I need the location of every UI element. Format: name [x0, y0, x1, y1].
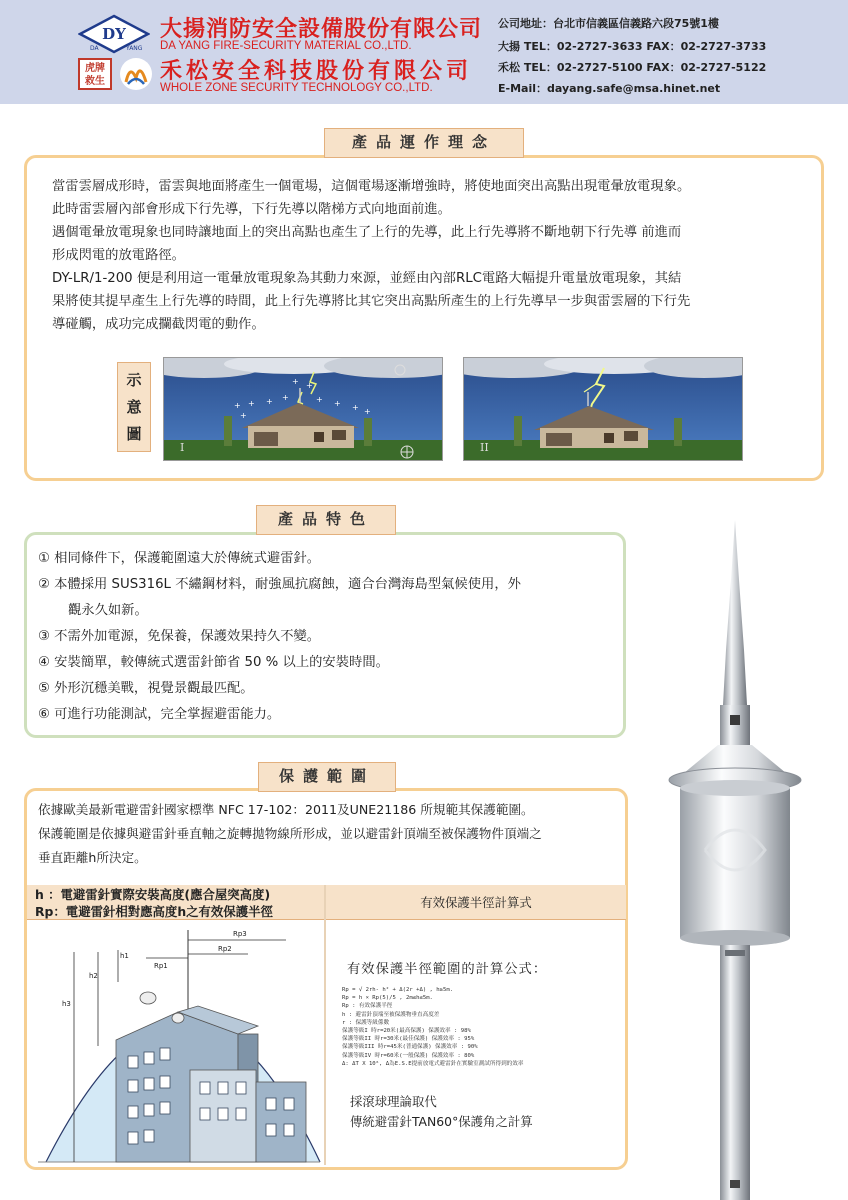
company2-name-cn: 禾松安全科技股份有限公司	[160, 59, 473, 84]
protection-title: 保護範圍	[258, 762, 396, 792]
whole-zone-logo-icon	[118, 56, 154, 92]
definitions-header	[27, 885, 324, 920]
calc-foot-2: 傳統避雷針TAN60°保護角之計算	[350, 1114, 533, 1129]
svg-text:+: +	[240, 411, 247, 420]
formula-header: 有效保護半徑計算式	[326, 885, 626, 920]
concept-line: 此時雷雲層內部會形成下行先導，下行先導以階梯方式向地面前進。	[52, 202, 451, 217]
calc-line: 保護等級IV 時r=60米(一般保護) 保護效率 : 80%	[342, 1052, 475, 1059]
calc-line: Δ: ΔT X 10⁶, Δ為E.S.E提前放電式避雷針在實驗室測試所得到的效率	[342, 1060, 524, 1067]
label-rp3: Rp3	[233, 930, 247, 938]
concept-line: 當雷雲層成形時，雷雲與地面將產生一個電場，這個電場逐漸增強時，將使地面突出高點出現電暈放電現象。	[52, 179, 691, 194]
concept-line: 遇個電暈放電現象也同時讓地面上的突出高點也產生了上行的先導，此上行先導將不斷地朝下行先導 前進而	[52, 225, 682, 240]
house-lightning-illustration-2	[464, 358, 743, 461]
header-banner	[0, 0, 848, 104]
protection-line: 保護範圍是依據與避雷針垂直軸之旋轉拋物線所形成，並以避雷針頂端至被保護物件頂端之	[38, 826, 542, 841]
concept-line: 形成閃電的放電路徑。	[52, 248, 185, 263]
features-list	[38, 546, 628, 728]
house-lightning-illustration-1	[164, 358, 443, 461]
def-h: h ：電避雷針實際安裝高度(應合屋突高度)	[35, 887, 271, 902]
calc-formula-block	[342, 986, 523, 1068]
calc-foot-1: 採滾球理論取代	[350, 1094, 437, 1109]
calc-line: h : 避雷針頂端至被保護物垂直高度差	[342, 1011, 440, 1018]
calc-line: r : 保護等級係數	[342, 1019, 390, 1026]
concept-line: 導碰觸，成功完成攔截閃電的動作。	[52, 317, 265, 332]
logo-dy-right: YANG	[126, 45, 143, 52]
feature-item: ⑥ 可進行功能測試，完全掌握避雷能力。	[38, 707, 281, 722]
protection-line: 依據歐美最新電避雷針國家標準 NFC 17-102：2011及UNE21186 所規範其保護範圍。	[38, 802, 534, 817]
diagram-number-2: II	[480, 441, 489, 454]
label-h2: h2	[89, 972, 98, 980]
svg-text:+: +	[292, 377, 299, 386]
label-rp2: Rp2	[218, 945, 232, 953]
svg-text:+: +	[364, 407, 371, 416]
lightning-rod-product-image	[660, 520, 810, 1200]
diagram-label-char: 圖	[126, 425, 142, 443]
feature-item: ③ 不需外加電源，免保養，保護效果持久不變。	[38, 629, 321, 644]
label-h3: h3	[62, 1000, 71, 1008]
svg-text:+: +	[266, 397, 273, 406]
diagram-image-2	[463, 357, 743, 461]
concept-line: DY-LR/1-200 便是利用這一電暈放電現象為其動力來源，並經由內部RLC電路大幅提升電量放電現象，其結	[52, 271, 682, 286]
svg-text:+: +	[282, 393, 289, 402]
contact-wholezone-phone: 禾松 TEL：02-2727-5100 FAX：02-2727-5122	[498, 61, 767, 74]
feature-item: 觀永久如新。	[68, 603, 148, 618]
calc-line: 保護等級II 時r=30米(最佳保護) 保護效率 : 95%	[342, 1036, 475, 1043]
diagram-number-1: I	[180, 441, 185, 454]
logo-dy-text: DY	[102, 25, 126, 43]
feature-item: ⑤ 外形沉穩美戰，視覺景觀最匹配。	[38, 681, 254, 696]
calc-line: 保護等級III 時r=45米(普通保護) 保護效率 : 90%	[342, 1044, 478, 1051]
feature-item: ④ 安裝簡單，較傳統式選雷針節省 50 % 以上的安裝時間。	[38, 655, 389, 670]
svg-text:+: +	[352, 403, 359, 412]
column-divider	[324, 885, 326, 1165]
diagram-label-char: 意	[126, 398, 142, 416]
logo-dy-left: DA	[90, 45, 99, 52]
concept-line: 果將使其提早產生上行先導的時間，此上行先導將比其它突出高點所產生的上行先導早一步與雷雲層的下行先	[52, 294, 691, 309]
label-h1: h1	[120, 952, 129, 960]
feature-item: ② 本體採用 SUS316L 不繡鋼材料，耐強風抗腐蝕，適合台灣海島型氣候使用，外	[38, 577, 521, 592]
label-rp1: Rp1	[154, 962, 168, 970]
tiger-lifesaving-seal	[78, 58, 112, 90]
concept-paragraph	[52, 175, 812, 336]
svg-text:+: +	[248, 399, 255, 408]
dy-logo-icon	[78, 14, 150, 54]
company1-name-en: DA YANG FIRE-SECURITY MATERIAL CO.,LTD.	[160, 40, 412, 52]
svg-text:+: +	[334, 399, 341, 408]
company2-name-en: WHOLE ZONE SECURITY TECHNOLOGY CO.,LTD.	[160, 82, 433, 94]
protection-paragraph	[38, 798, 628, 870]
features-title: 產品特色	[256, 505, 396, 535]
concept-title: 產品運作理念	[324, 128, 524, 158]
svg-text:+: +	[234, 401, 241, 410]
diagram-label-char: 示	[126, 371, 142, 389]
calc-line: 保護等級I 時r=20米(最高保護) 保護效率 : 98%	[342, 1028, 471, 1035]
calc-line: Rp : 有效保護半徑	[342, 1003, 393, 1010]
contact-address: 公司地址：台北市信義區信義路六段75號1樓	[498, 17, 719, 30]
diagram-image-1	[163, 357, 443, 461]
calc-title: 有效保護半徑範圍的計算公式：	[347, 962, 548, 977]
diagram-label	[117, 362, 151, 452]
seal-line2: 救生	[85, 76, 105, 87]
calc-line: Rp = h × Rp(5)/5 , 2m≤h≤5m.	[342, 995, 433, 1002]
company1-name-cn: 大揚消防安全設備股份有限公司	[160, 17, 483, 42]
calc-line: Rp = √ 2rh- h² + Δ(2r +Δ) , h≥5m.	[342, 987, 454, 993]
contact-dayang-phone: 大揚 TEL：02-2727-3633 FAX：02-2727-3733	[498, 40, 767, 53]
svg-text:+: +	[306, 381, 313, 390]
protection-range-diagram	[28, 922, 322, 1167]
def-rp: Rp：電避雷針相對應高度h之有效保護半徑	[35, 904, 273, 919]
feature-item: ① 相同條件下，保護範圍遠大於傳統式避雷針。	[38, 551, 321, 566]
svg-text:+: +	[316, 395, 323, 404]
protection-line: 垂直距離h所決定。	[38, 850, 147, 865]
seal-line1: 虎牌	[85, 63, 105, 74]
contact-email[interactable]: E-Mail：dayang.safe@msa.hinet.net	[498, 82, 721, 95]
